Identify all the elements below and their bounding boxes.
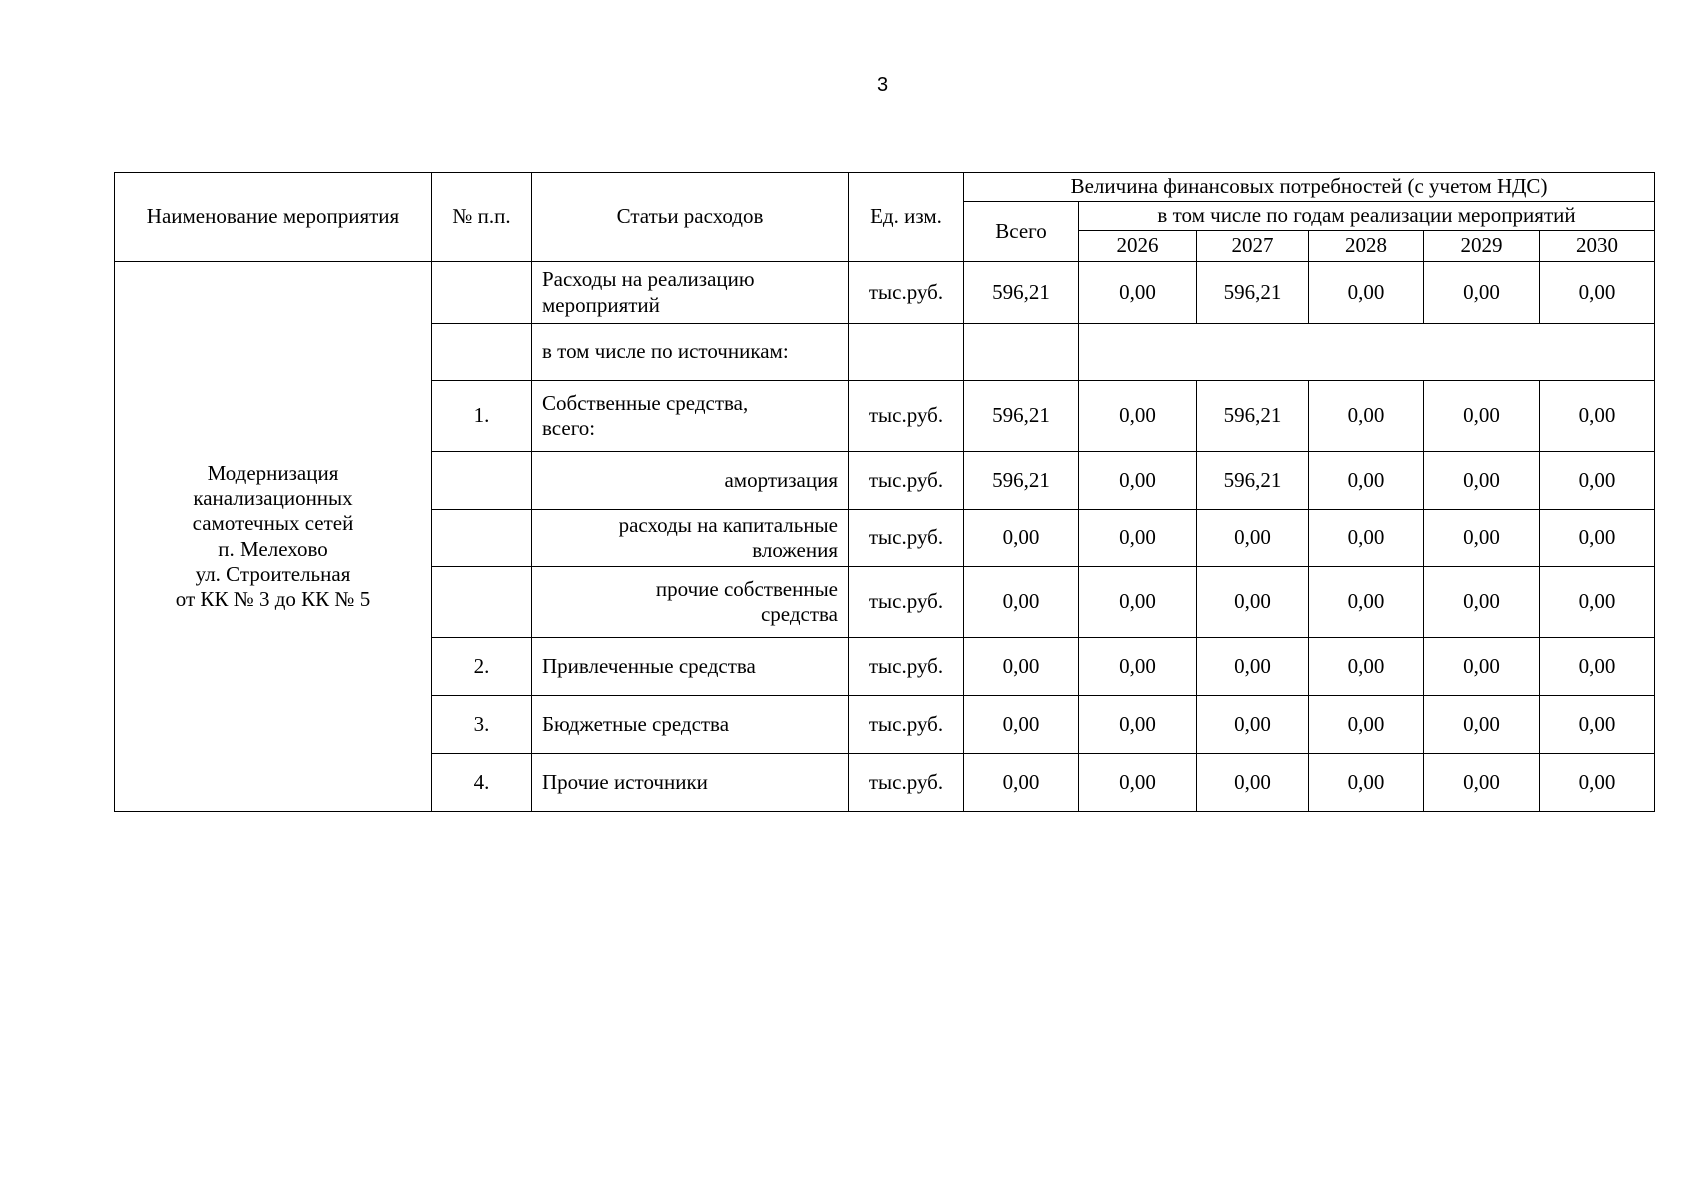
event-name-line: от КК № 3 до КК № 5 xyxy=(175,586,371,611)
value-2026: 0,00 xyxy=(1079,510,1197,567)
expense-item-line: вложения xyxy=(752,538,838,562)
value-2030: 0,00 xyxy=(1540,381,1655,452)
page-number: 3 xyxy=(876,74,889,96)
value-2026: 0,00 xyxy=(1079,452,1197,510)
value-2027: 0,00 xyxy=(1197,696,1309,754)
header-expense-items: Статьи расходов xyxy=(532,173,849,262)
value-2027: 0,00 xyxy=(1197,638,1309,696)
header-number: № п.п. xyxy=(432,173,532,262)
value-2028: 0,00 xyxy=(1309,510,1424,567)
unit-cell: тыс.руб. xyxy=(849,754,964,812)
table-header xyxy=(115,173,1655,262)
unit-cell: тыс.руб. xyxy=(849,381,964,452)
unit-cell-empty xyxy=(849,324,964,381)
years-cell-empty xyxy=(1079,324,1655,381)
total-cell: 596,21 xyxy=(964,262,1079,324)
expense-item-line: Привлеченные средства xyxy=(542,653,756,678)
value-2030: 0,00 xyxy=(1540,754,1655,812)
total-cell: 596,21 xyxy=(964,452,1079,510)
value-2026: 0,00 xyxy=(1079,754,1197,812)
expense-item xyxy=(532,452,849,510)
value-2029: 0,00 xyxy=(1424,696,1540,754)
expense-item xyxy=(532,696,849,754)
table-body xyxy=(115,262,1655,812)
table-row xyxy=(115,262,1655,324)
value-2028: 0,00 xyxy=(1309,262,1424,324)
value-2030: 0,00 xyxy=(1540,262,1655,324)
value-2030: 0,00 xyxy=(1540,567,1655,638)
row-number: 4. xyxy=(432,754,532,812)
value-2028: 0,00 xyxy=(1309,696,1424,754)
row-number: 2. xyxy=(432,638,532,696)
unit-cell: тыс.руб. xyxy=(849,262,964,324)
expense-item xyxy=(532,324,849,381)
unit-cell: тыс.руб. xyxy=(849,638,964,696)
total-cell-empty xyxy=(964,324,1079,381)
total-cell: 0,00 xyxy=(964,696,1079,754)
header-financial-needs: Величина финансовых потребностей (с учетом НДС) xyxy=(964,173,1655,202)
header-year-2027: 2027 xyxy=(1197,231,1309,262)
financial-needs-table xyxy=(114,172,1655,812)
row-number xyxy=(432,452,532,510)
value-2026: 0,00 xyxy=(1079,696,1197,754)
total-cell: 0,00 xyxy=(964,638,1079,696)
value-2029: 0,00 xyxy=(1424,381,1540,452)
expense-item-line: амортизация xyxy=(724,467,838,492)
value-2028: 0,00 xyxy=(1309,381,1424,452)
expense-item-line: Собственные средства, xyxy=(542,390,749,415)
value-2026: 0,00 xyxy=(1079,638,1197,696)
header-year-2029: 2029 xyxy=(1424,231,1540,262)
value-2027: 596,21 xyxy=(1197,452,1309,510)
value-2027: 0,00 xyxy=(1197,510,1309,567)
expense-item xyxy=(532,754,849,812)
row-number xyxy=(432,324,532,381)
value-2028: 0,00 xyxy=(1309,452,1424,510)
value-2027: 0,00 xyxy=(1197,754,1309,812)
value-2030: 0,00 xyxy=(1540,510,1655,567)
value-2030: 0,00 xyxy=(1540,696,1655,754)
expense-item-line: прочие собственные xyxy=(655,576,838,601)
total-cell: 0,00 xyxy=(964,510,1079,567)
expense-item-line: всего: xyxy=(542,416,596,440)
event-name-line: самотечных сетей xyxy=(192,511,354,536)
header-total: Всего xyxy=(964,202,1079,262)
event-name-line: ул. Строительная xyxy=(195,561,351,586)
value-2029: 0,00 xyxy=(1424,754,1540,812)
expense-item xyxy=(532,638,849,696)
value-2029: 0,00 xyxy=(1424,452,1540,510)
expense-item-line: Бюджетные средства xyxy=(542,711,730,736)
value-2027: 596,21 xyxy=(1197,381,1309,452)
total-cell: 596,21 xyxy=(964,381,1079,452)
value-2030: 0,00 xyxy=(1540,452,1655,510)
value-2029: 0,00 xyxy=(1424,262,1540,324)
event-name-line: канализационных xyxy=(193,486,353,511)
expense-item-line: средства xyxy=(760,602,838,626)
expense-item-line: мероприятий xyxy=(542,292,660,317)
expense-item xyxy=(532,381,849,452)
header-unit: Ед. изм. xyxy=(849,173,964,262)
value-2027: 0,00 xyxy=(1197,567,1309,638)
total-cell: 0,00 xyxy=(964,567,1079,638)
value-2028: 0,00 xyxy=(1309,638,1424,696)
event-name-line: п. Мелехово xyxy=(218,536,328,561)
header-event-name: Наименование мероприятия xyxy=(115,173,432,262)
row-number xyxy=(432,567,532,638)
expense-item xyxy=(532,510,849,567)
value-2029: 0,00 xyxy=(1424,567,1540,638)
header-year-2026: 2026 xyxy=(1079,231,1197,262)
value-2026: 0,00 xyxy=(1079,381,1197,452)
row-number: 3. xyxy=(432,696,532,754)
unit-cell: тыс.руб. xyxy=(849,696,964,754)
value-2026: 0,00 xyxy=(1079,262,1197,324)
expense-item-line: в том числе по источникам: xyxy=(542,339,789,364)
total-cell: 0,00 xyxy=(964,754,1079,812)
event-name-line: Модернизация xyxy=(207,460,339,485)
row-number xyxy=(432,262,532,324)
header-year-2028: 2028 xyxy=(1309,231,1424,262)
value-2027: 596,21 xyxy=(1197,262,1309,324)
expense-item-line: расходы на капитальные xyxy=(618,512,838,537)
value-2028: 0,00 xyxy=(1309,567,1424,638)
expense-item-line: Прочие источники xyxy=(542,769,708,794)
header-years-group: в том числе по годам реализации мероприятий xyxy=(1079,202,1655,231)
unit-cell: тыс.руб. xyxy=(849,567,964,638)
unit-cell: тыс.руб. xyxy=(849,510,964,567)
expense-item xyxy=(532,262,849,324)
unit-cell: тыс.руб. xyxy=(849,452,964,510)
value-2029: 0,00 xyxy=(1424,638,1540,696)
value-2026: 0,00 xyxy=(1079,567,1197,638)
value-2030: 0,00 xyxy=(1540,638,1655,696)
event-name-cell xyxy=(115,262,432,812)
row-number: 1. xyxy=(432,381,532,452)
expense-item-line: Расходы на реализацию xyxy=(542,267,755,292)
expense-item xyxy=(532,567,849,638)
header-year-2030: 2030 xyxy=(1540,231,1655,262)
value-2029: 0,00 xyxy=(1424,510,1540,567)
value-2028: 0,00 xyxy=(1309,754,1424,812)
row-number xyxy=(432,510,532,567)
